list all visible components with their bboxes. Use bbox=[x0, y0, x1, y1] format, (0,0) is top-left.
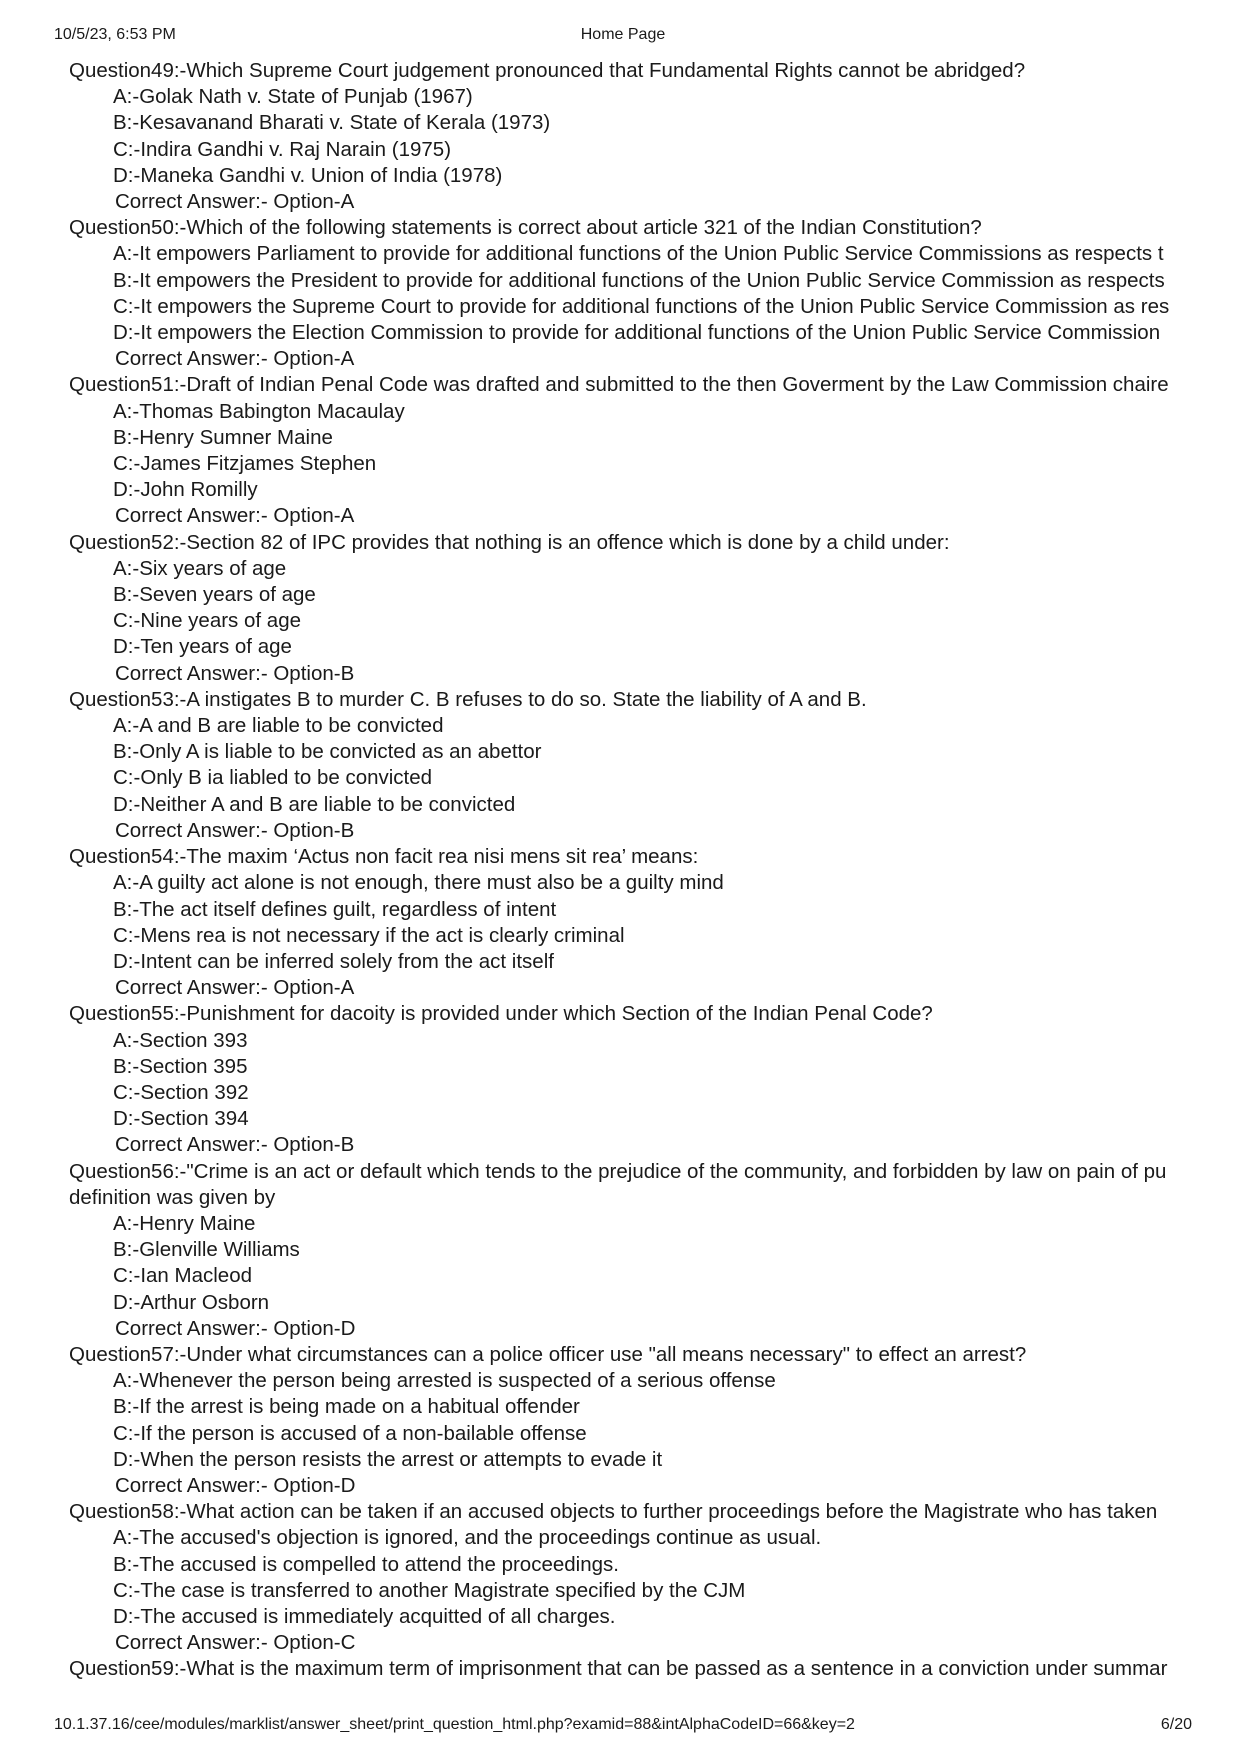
option-b: B:-If the arrest is being made on a habitual offender bbox=[113, 1395, 580, 1419]
correct-answer: Correct Answer:- Option-A bbox=[115, 190, 355, 214]
option-a: A:-Whenever the person being arrested is suspected of a serious offense bbox=[113, 1369, 776, 1393]
option-c: C:-James Fitzjames Stephen bbox=[113, 452, 377, 476]
question-text: Question49:-Which Supreme Court judgement pronounced that Fundamental Rights cannot be abridged? bbox=[69, 59, 1026, 82]
question-block bbox=[69, 844, 1191, 1001]
correct-answer: Correct Answer:- Option-B bbox=[115, 818, 355, 842]
question-block bbox=[69, 1656, 1191, 1682]
option-c: C:-If the person is accused of a non-bailable offense bbox=[113, 1421, 587, 1445]
print-datetime: 10/5/23, 6:53 PM bbox=[54, 26, 176, 43]
question-text: Question53:-A instigates B to murder C. B refuses to do so. State the liability of A and B. bbox=[69, 687, 867, 711]
print-page-title: Home Page bbox=[580, 26, 666, 43]
option-a: A:-A guilty act alone is not enough, there must also be a guilty mind bbox=[113, 871, 724, 895]
print-url: 10.1.37.16/cee/modules/marklist/answer_sheet/print_question_html.php?examid=88&intAlphaCodeID=66&key=2 bbox=[54, 1716, 855, 1733]
question-text: Question57:-Under what circumstances can a police officer use "all means necessary" to effect an arrest? bbox=[69, 1342, 1027, 1366]
option-d: D:-Arthur Osborn bbox=[113, 1290, 270, 1314]
question-text: Question55:-Punishment for dacoity is provided under which Section of the Indian Penal Code? bbox=[69, 1002, 933, 1026]
option-d: D:-John Romilly bbox=[113, 478, 258, 502]
question-block bbox=[69, 687, 1191, 844]
question-text: Question56:-"Crime is an act or default which tends to the prejudice of the community, and forbidden by law on pain of pu bbox=[69, 1159, 1167, 1183]
option-b: B:-Glenville Williams bbox=[113, 1238, 300, 1262]
option-a: A:-Six years of age bbox=[113, 556, 287, 580]
option-c: C:-It empowers the Supreme Court to provide for additional functions of the Union Public Service Commission as res bbox=[113, 294, 1170, 318]
option-a: A:-It empowers Parliament to provide for additional functions of the Union Public Service Commissions as respects t bbox=[113, 242, 1164, 266]
correct-answer: Correct Answer:- Option-A bbox=[115, 976, 355, 1000]
question-block bbox=[69, 1001, 1191, 1158]
option-d: D:-Section 394 bbox=[113, 1107, 249, 1131]
option-d: D:-Neither A and B are liable to be convicted bbox=[113, 792, 516, 816]
question-block bbox=[69, 1159, 1191, 1342]
correct-answer: Correct Answer:- Option-C bbox=[115, 1631, 356, 1655]
correct-answer: Correct Answer:- Option-A bbox=[115, 347, 355, 371]
question-list bbox=[69, 58, 1191, 1681]
correct-answer: Correct Answer:- Option-D bbox=[115, 1316, 356, 1340]
page-number: 6/20 bbox=[1160, 1716, 1192, 1733]
option-b: B:-Seven years of age bbox=[113, 583, 316, 607]
option-d: D:-Intent can be inferred solely from the act itself bbox=[113, 949, 554, 973]
print-footer bbox=[54, 1716, 1192, 1740]
option-c: C:-The case is transferred to another Magistrate specified by the CJM bbox=[113, 1578, 746, 1602]
option-d: D:-Ten years of age bbox=[113, 635, 292, 659]
option-a: A:-A and B are liable to be convicted bbox=[113, 714, 444, 738]
option-a: A:-Thomas Babington Macaulay bbox=[113, 399, 405, 423]
option-a: A:-Henry Maine bbox=[113, 1211, 256, 1235]
question-text: Question54:-The maxim ‘Actus non facit rea nisi mens sit rea’ means: bbox=[69, 845, 699, 869]
option-b: B:-The accused is compelled to attend the proceedings. bbox=[113, 1552, 619, 1576]
question-block bbox=[69, 58, 1191, 215]
correct-answer: Correct Answer:- Option-B bbox=[115, 1133, 355, 1157]
question-block bbox=[69, 530, 1191, 687]
option-b: B:-Only A is liable to be convicted as an abettor bbox=[113, 740, 542, 764]
option-c: C:-Only B ia liabled to be convicted bbox=[113, 766, 433, 790]
question-text-continued: definition was given by bbox=[69, 1185, 276, 1209]
option-c: C:-Nine years of age bbox=[113, 609, 302, 633]
question-text: Question52:-Section 82 of IPC provides that nothing is an offence which is done by a child under: bbox=[69, 530, 950, 554]
option-c: C:-Section 392 bbox=[113, 1080, 249, 1104]
option-c: C:-Mens rea is not necessary if the act is clearly criminal bbox=[113, 923, 625, 947]
question-text: Question50:-Which of the following statements is correct about article 321 of the Indian Constitution? bbox=[69, 216, 982, 240]
question-text: Question51:-Draft of Indian Penal Code was drafted and submitted to the then Goverment by the Law Commission chaire bbox=[69, 373, 1169, 397]
option-b: B:-The act itself defines guilt, regardless of intent bbox=[113, 897, 557, 921]
option-a: A:-Section 393 bbox=[113, 1028, 248, 1052]
option-a: A:-The accused's objection is ignored, and the proceedings continue as usual. bbox=[113, 1526, 822, 1550]
option-b: B:-Kesavanand Bharati v. State of Kerala (1973) bbox=[113, 111, 551, 135]
option-c: C:-Indira Gandhi v. Raj Narain (1975) bbox=[113, 137, 452, 161]
option-b: B:-Henry Sumner Maine bbox=[113, 425, 333, 449]
print-header bbox=[54, 26, 1192, 52]
question-block bbox=[69, 1342, 1191, 1499]
correct-answer: Correct Answer:- Option-D bbox=[115, 1473, 356, 1497]
question-text: Question58:-What action can be taken if an accused objects to further proceedings before the Magistrate who has taken bbox=[69, 1500, 1158, 1524]
option-d: D:-It empowers the Election Commission to provide for additional functions of the Union Public Service Commission bbox=[113, 321, 1161, 345]
question-block bbox=[69, 1499, 1191, 1656]
option-d: D:-Maneka Gandhi v. Union of India (1978) bbox=[113, 163, 503, 187]
question-block bbox=[69, 215, 1191, 372]
option-a: A:-Golak Nath v. State of Punjab (1967) bbox=[113, 85, 473, 109]
correct-answer: Correct Answer:- Option-B bbox=[115, 661, 355, 685]
option-b: B:-Section 395 bbox=[113, 1054, 248, 1078]
question-text: Question59:-What is the maximum term of imprisonment that can be passed as a sentence in a conviction under summar bbox=[69, 1657, 1168, 1681]
question-block bbox=[69, 372, 1191, 529]
option-d: D:-The accused is immediately acquitted of all charges. bbox=[113, 1604, 616, 1628]
option-d: D:-When the person resists the arrest or attempts to evade it bbox=[113, 1447, 663, 1471]
option-b: B:-It empowers the President to provide for additional functions of the Union Public Service Commission as respects bbox=[113, 268, 1165, 292]
correct-answer: Correct Answer:- Option-A bbox=[115, 504, 355, 528]
option-c: C:-Ian Macleod bbox=[113, 1264, 253, 1288]
